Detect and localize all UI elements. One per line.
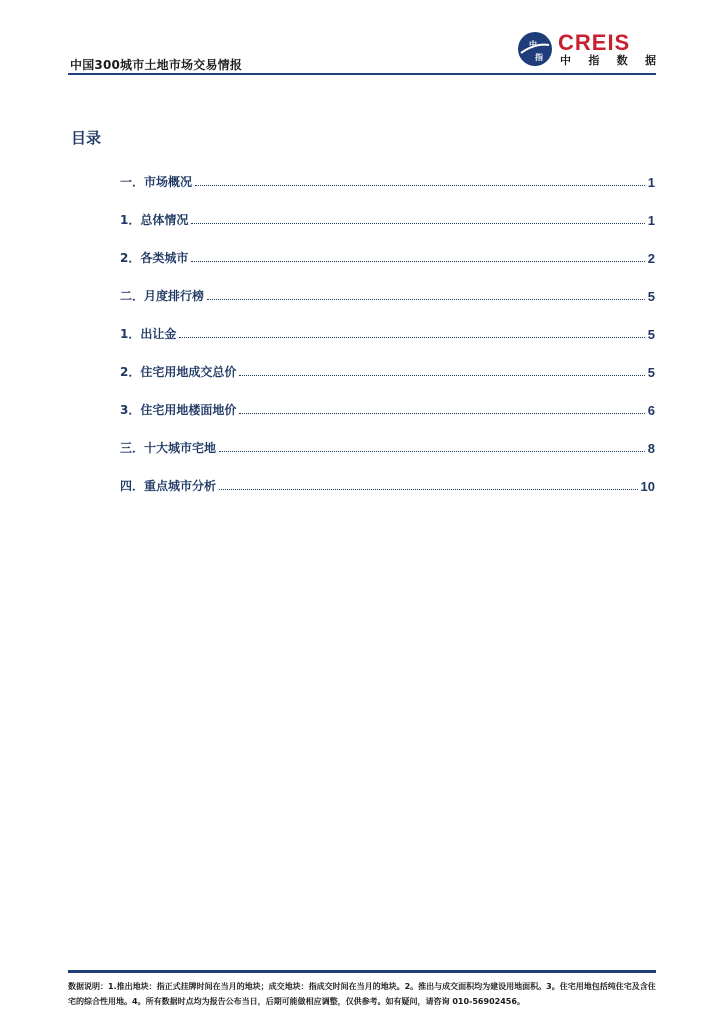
toc-entry-market-overview[interactable]	[120, 170, 655, 190]
toc-entry-label: 一．市场概况	[120, 175, 193, 189]
report-title: 中国300城市土地市场交易情报	[70, 58, 243, 72]
toc-entry-monthly-ranking[interactable]	[120, 284, 655, 304]
toc-entry-label: 二．月度排行榜	[120, 289, 205, 303]
logo-sub-char: 数	[616, 54, 628, 67]
toc-entry-overall[interactable]	[120, 208, 655, 228]
toc-entry-page: 2	[647, 251, 655, 266]
creis-logo-emblem-icon	[517, 31, 553, 67]
toc-dot-leader	[195, 184, 645, 186]
toc-entry-label: 1．总体情况	[120, 213, 189, 227]
toc-dot-leader	[219, 488, 638, 490]
toc-entry-page: 1	[647, 175, 655, 190]
logo-sub-char: 据	[644, 54, 656, 67]
toc-dot-leader	[207, 298, 645, 300]
logo-sub-char: 指	[588, 54, 600, 67]
svg-text:中: 中	[529, 40, 537, 49]
toc-dot-leader	[191, 260, 644, 262]
toc-entry-page: 5	[647, 327, 655, 342]
toc-entry-city-types[interactable]	[120, 246, 655, 266]
footer-divider	[68, 970, 656, 973]
data-notes: 数据说明：1.推出地块：指正式挂牌时间在当月的地块；成交地块：指成交时间在当月的地块。2。推出与成交面积均为建设用地面积。3。住宅用地包括纯住宅及含住宅的综合性用地。4。所有数据时点均为报告公布当日，后期可能做相应调整，仅供参考。如有疑问，请咨询 010-56902456。	[68, 982, 656, 1006]
creis-brand-subtitle	[560, 54, 656, 68]
toc-entry-page: 8	[647, 441, 655, 456]
logo-sub-char: 中	[560, 54, 571, 67]
toc-entry-label: 2．住宅用地成交总价	[120, 365, 237, 379]
toc-entry-residential-floor-price[interactable]	[120, 398, 655, 418]
toc-entry-land-revenue[interactable]	[120, 322, 655, 342]
toc-dot-leader	[239, 412, 644, 414]
toc-entry-key-city-analysis[interactable]	[120, 474, 655, 494]
toc-entry-page: 6	[647, 403, 655, 418]
toc-entry-page: 5	[647, 289, 655, 304]
toc-entry-label: 2．各类城市	[120, 251, 189, 265]
toc-entry-label: 三．十大城市宅地	[120, 441, 217, 455]
toc-entry-page: 5	[647, 365, 655, 380]
creis-logo	[517, 31, 657, 75]
toc-entry-page: 1	[647, 213, 655, 228]
toc-entry-residential-total-price[interactable]	[120, 360, 655, 380]
creis-brand-text: CREIS	[558, 30, 631, 55]
toc-entry-label: 四．重点城市分析	[120, 479, 217, 493]
toc-entry-label: 1．出让金	[120, 327, 177, 341]
toc-heading: 目录	[71, 129, 102, 147]
toc-entry-label: 3．住宅用地楼面地价	[120, 403, 237, 417]
toc-dot-leader	[219, 450, 645, 452]
toc-dot-leader	[239, 374, 644, 376]
toc-entry-page: 10	[640, 479, 655, 494]
toc-dot-leader	[179, 336, 644, 338]
header-divider	[68, 73, 656, 75]
toc-entry-top-ten-cities[interactable]	[120, 436, 655, 456]
svg-text:指: 指	[535, 53, 543, 62]
toc-dot-leader	[191, 222, 644, 224]
